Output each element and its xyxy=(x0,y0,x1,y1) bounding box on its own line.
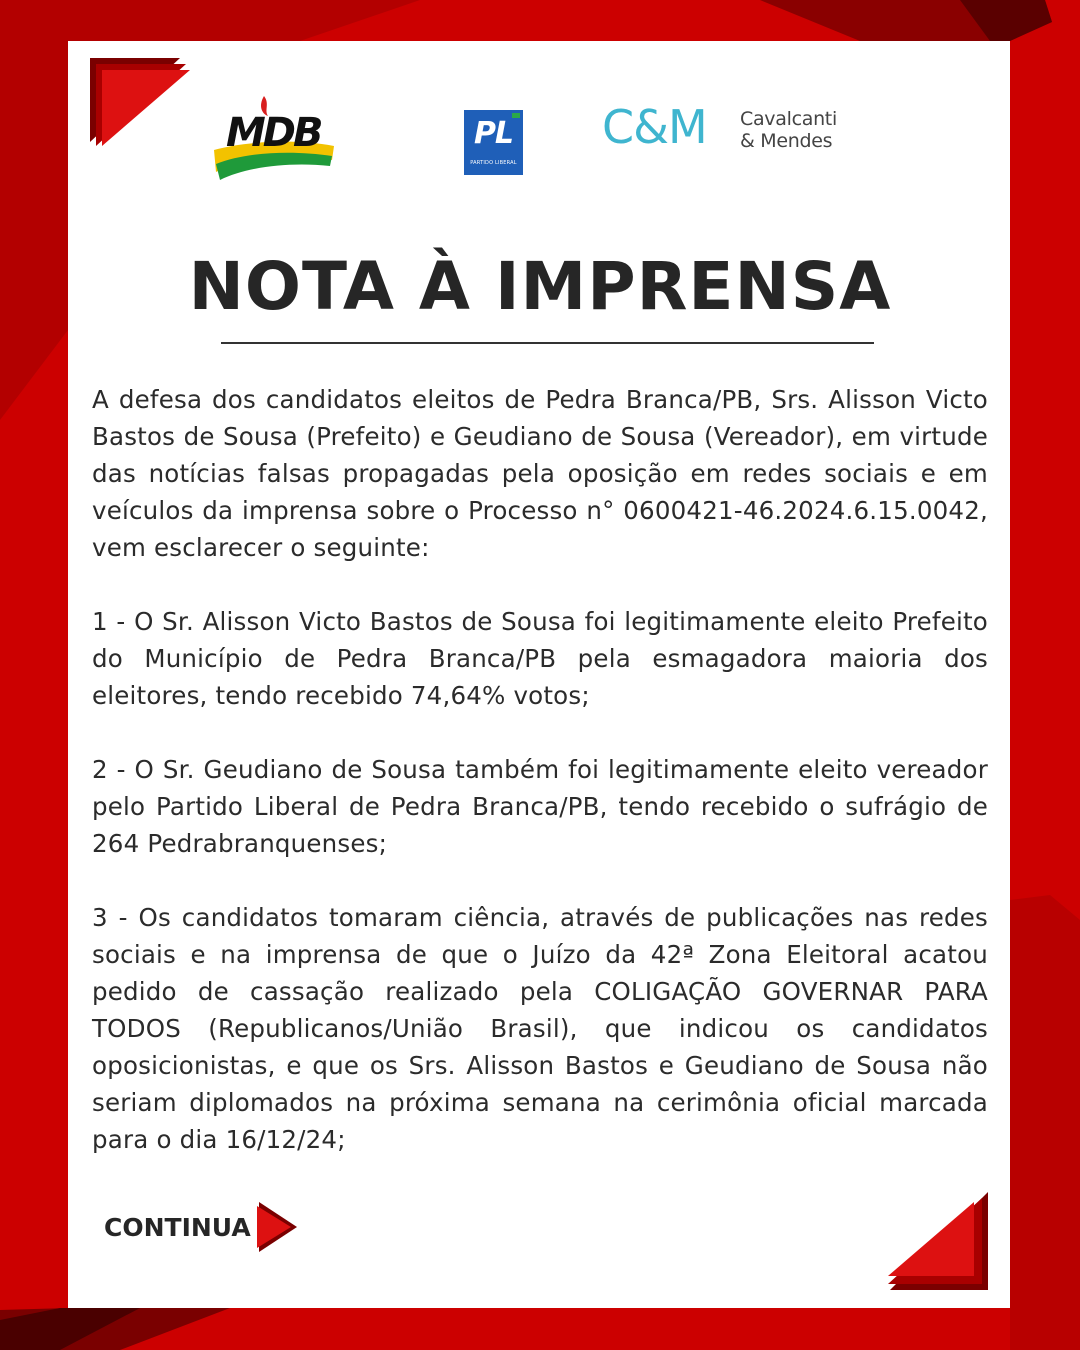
mdb-party-logo xyxy=(212,94,336,180)
title-divider xyxy=(221,342,874,344)
cm-law-firm-logo xyxy=(602,100,872,156)
cm-logo-name-line2: & Mendes xyxy=(740,130,833,152)
item-2-paragraph: 2 - O Sr. Geudiano de Sousa também foi legitimamente eleito vereador pelo Partido Liberal de Pedra Branca/PB, tendo recebido o sufrágio de 264 Pedrabranquenses; xyxy=(92,755,988,858)
cm-logo-name-line1: Cavalcanti xyxy=(740,108,837,130)
pl-logo-text: PL xyxy=(473,116,514,151)
cm-logo-name xyxy=(740,108,837,152)
pl-party-logo xyxy=(464,110,523,175)
item-1-paragraph: 1 - O Sr. Alisson Victo Bastos de Sousa foi legitimamente eleito Prefeito do Município de Pedra Branca/PB pela esmagadora maioria dos eleitores, tendo recebido 74,64% votos; xyxy=(92,607,988,710)
mdb-logo-text: MDB xyxy=(226,110,321,156)
arrow-right-icon xyxy=(257,1202,297,1252)
press-note-body xyxy=(92,381,988,1195)
page-title: NOTA À IMPRENSA xyxy=(188,248,892,325)
item-3-paragraph: 3 - Os candidatos tomaram ciência, através de publicações nas redes sociais e na imprensa de que o Juízo da 42ª Zona Eleitoral acatou pedido de cassação realizado pela COLIGAÇÃO GOVERNAR PARA TODOS (Republicanos/União Brasil), que indicou os candidatos oposicionistas, e que os Srs. Alisson Bastos e Geudiano de Sousa não seriam diplomados na próxima semana na cerimônia oficial marcada para o dia 16/12/24; xyxy=(92,903,988,1154)
logo-row xyxy=(0,0,1080,200)
pl-logo-subtext: PARTIDO LIBERAL xyxy=(470,160,517,166)
continue-indicator xyxy=(104,1203,297,1251)
cm-logo-mark: C&M xyxy=(602,100,707,154)
continue-label: CONTINUA xyxy=(104,1212,251,1242)
intro-paragraph: A defesa dos candidatos eleitos de Pedra Branca/PB, Srs. Alisson Victo Bastos de Sousa (Prefeito) e Geudiano de Sousa (Vereador), em virtude das notícias falsas propagadas pela oposição em redes sociais e em veículos da imprensa sobre o Processo n° 0600421-46.2024.6.15.0042, vem esclarecer o seguinte: xyxy=(92,385,988,562)
corner-decoration-bottom-right xyxy=(888,1192,990,1292)
